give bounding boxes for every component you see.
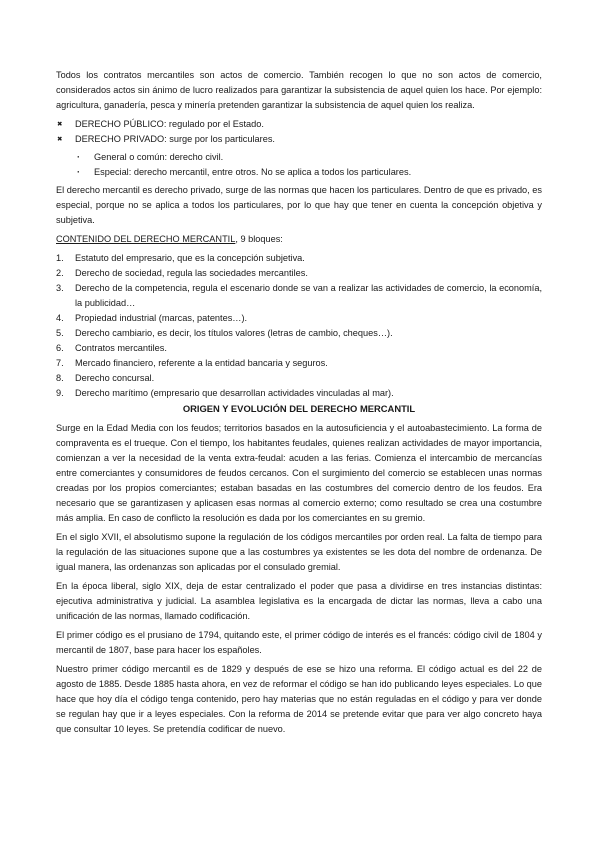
list-item-number: 2. xyxy=(56,268,64,278)
list-item-number: 8. xyxy=(56,373,64,383)
list-item-number: 1. xyxy=(56,253,64,263)
list-item-number: 3. xyxy=(56,283,64,293)
sub-bullet-especial: · Especial: derecho mercantil, entre otros. No se aplica a todos los particulares. xyxy=(56,165,542,180)
list-item-text: Estatuto del empresario, que es la concepción subjetiva. xyxy=(75,253,305,263)
list-item-text: Contratos mercantiles. xyxy=(75,343,167,353)
paragraph-primer-codigo: El primer código es el prusiano de 1794, quitando este, el primer código de interés es el francés: código civil de 1804 y mercantil de 1807, base para hacer los españoles. xyxy=(56,630,542,655)
list-item-number: 9. xyxy=(56,388,64,398)
derecho-bullet-list xyxy=(56,117,542,147)
list-item-text: Derecho cambiario, es decir, los títulos valores (letras de cambio, cheques…). xyxy=(75,328,393,338)
list-item-text: Derecho concursal. xyxy=(75,373,155,383)
list-item xyxy=(56,386,542,401)
paragraph-siglo-xvii: En el siglo XVII, el absolutismo supone la regulación de los códigos mercantiles por orden real. La falta de tiempo para la regulación de las situaciones supone que a las costumbres ya existentes se les dota del nombre de ordenanza. De igual manera, las ordenanzas son aplicadas por el consulado gremial. xyxy=(56,532,542,572)
list-item xyxy=(56,371,542,386)
paragraph-derecho-privado: El derecho mercantil es derecho privado, surge de las normas que hacen los particulares. Dentro de que es privado, es especial, porque no se aplica a todos los particulares, por lo que hay que tener en cuenta la concepción objetiva y subjetiva. xyxy=(56,185,542,225)
paragraph-actos-comercio: Todos los contratos mercantiles son actos de comercio. También recogen lo que no son actos de comercio, considerados actos sin ánimo de lucro realizados para garantizar la subsistencia de aquel quien los hace. Por ejemplo: agricultura, ganadería, pesca y minería pretenden garantizar la subsistencia de aquel quien los realiza. xyxy=(56,70,542,110)
list-item-text: Derecho de la competencia, regula el escenario donde se van a realizar las actividades de comercio, la economía, la publicidad… xyxy=(75,283,542,308)
list-item-number: 7. xyxy=(56,358,64,368)
paragraph-codigo-mercantil: Nuestro primer código mercantil es de 1829 y después de ese se hizo una reforma. El código actual es del 22 de agosto de 1885. Desde 1885 hasta ahora, en vez de reformar el código se han ido publicando leyes especiales. Lo que hace que hoy día el código tenga contenido, pero hay materias que no están reguladas en el código y para ver donde se regulan hay que ir a leyes especiales. Con la reforma de 2014 se pretende evitar que para ver algo concreto haya que consultar 10 leyes. Se pretendía codificar de nuevo. xyxy=(56,664,542,734)
sub-bullet-general: · General o común: derecho civil. xyxy=(56,150,542,165)
list-item-number: 5. xyxy=(56,328,64,338)
list-item-number: 6. xyxy=(56,343,64,353)
list-item xyxy=(56,311,542,326)
bullet-derecho-privado: ✖ DERECHO PRIVADO: surge por los particulares. xyxy=(56,132,542,147)
paragraph-edad-media: Surge en la Edad Media con los feudos; territorios basados en la autosuficiencia y el autoabastecimiento. La forma de compraventa es el trueque. Con el tiempo, los habitantes feudales, quienes realizan actividades de mayor importancia, comienzan a ver la necesidad de la venta extra-feudal: acuden a las ferias. Comienza el intercambio de mercancías entre comerciantes y consumidores de feudos cercanos. Con el surgimiento del comercio se establecen unas normas creadas por los propios comerciantes; estaban basadas en las costumbres del comercio dentro de los feudos. Era necesario que se garantizasen y aplicasen esas normas al comercio externo; como resultado se crea una costumbre más amplia. En caso de conflicto la resolución es dada por los comerciantes en su gremio. xyxy=(56,423,542,523)
section-title: ORIGEN Y EVOLUCIÓN DEL DERECHO MERCANTIL xyxy=(182,403,416,414)
list-item xyxy=(56,281,542,311)
contenido-blocks-list xyxy=(56,251,542,401)
list-item-text: Derecho de sociedad, regula las sociedades mercantiles. xyxy=(75,268,308,278)
list-item-text: Propiedad industrial (marcas, patentes…). xyxy=(75,313,248,323)
derecho-privado-sub-list xyxy=(56,150,542,180)
list-item xyxy=(56,341,542,356)
bullet-derecho-publico: ✖ DERECHO PÚBLICO: regulado por el Estado. xyxy=(56,117,542,132)
list-item xyxy=(56,266,542,281)
list-item-number: 4. xyxy=(56,313,64,323)
list-item xyxy=(56,356,542,371)
list-item xyxy=(56,326,542,341)
list-item-text: Derecho marítimo (empresario que desarrollan actividades vinculadas al mar). xyxy=(75,388,394,398)
contenido-heading-line xyxy=(56,232,542,247)
paragraph-epoca-liberal: En la época liberal, siglo XIX, deja de estar centralizado el poder que pasa a dividirse en tres instancias distintas: ejecutiva administrativa y judicial. La asamblea legislativa es la encargada de dictar las normas, lleva a cabo una unificación de las normas, llamado codificación. xyxy=(56,581,542,621)
contenido-heading-suffix: , 9 bloques: xyxy=(235,234,283,244)
contenido-heading: CONTENIDO DEL DERECHO MERCANTIL xyxy=(56,234,236,244)
list-item-text: Mercado financiero, referente a la entidad bancaria y seguros. xyxy=(75,358,328,368)
list-item xyxy=(56,251,542,266)
